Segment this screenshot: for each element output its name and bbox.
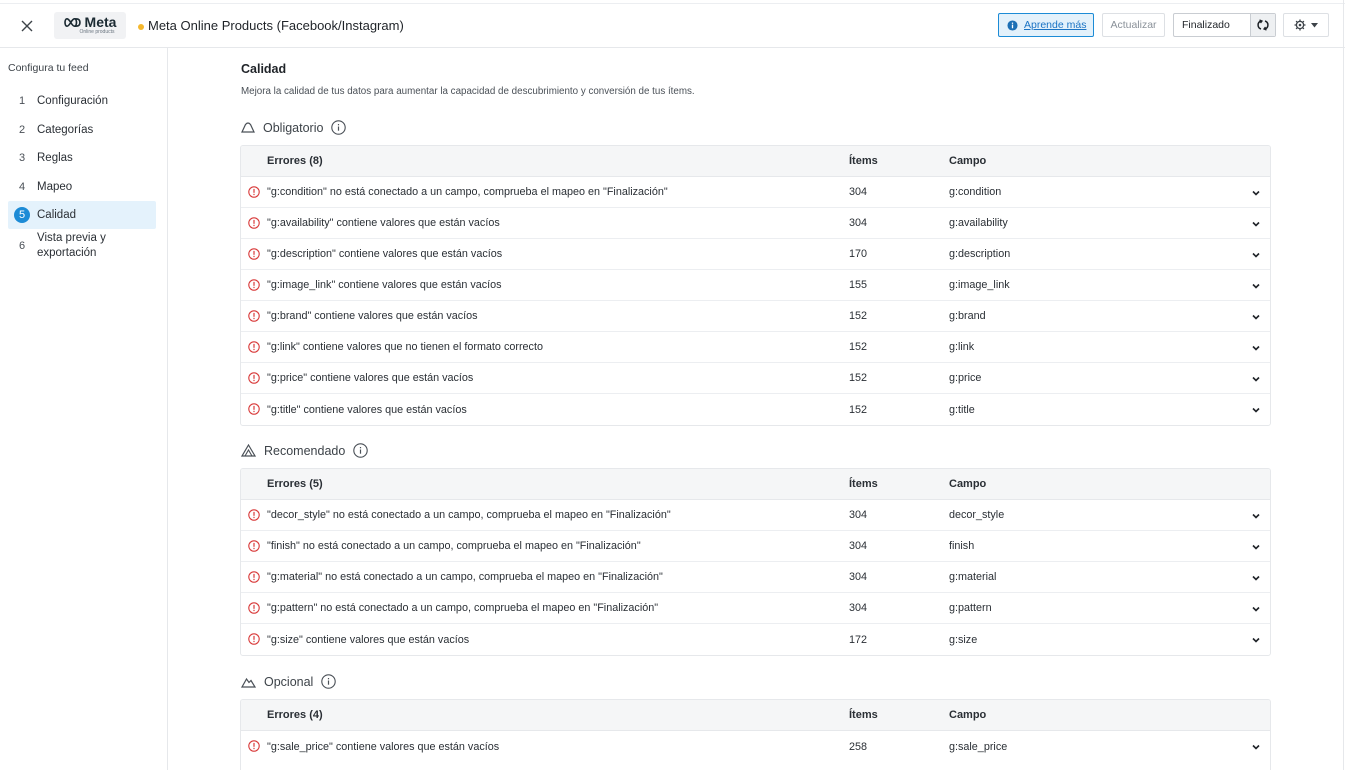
- step-label: Vista previa y exportación: [37, 232, 106, 259]
- errors-header: Errores (5): [267, 478, 323, 490]
- page-header-title: Meta Online Products (Facebook/Instagram): [148, 18, 404, 33]
- gear-icon: [1294, 19, 1306, 31]
- sidebar-item-reglas[interactable]: [8, 144, 156, 172]
- field-name: g:size: [949, 633, 978, 646]
- learn-more-button[interactable]: [998, 13, 1094, 37]
- step-number: 4: [18, 181, 26, 193]
- field-name: decor_style: [949, 509, 1005, 521]
- sidebar-item-vista-previa[interactable]: [8, 230, 156, 262]
- step-number: 1: [18, 95, 26, 107]
- error-message: "g:size" contiene valores que están vacíos: [267, 633, 470, 646]
- section-opcional: [241, 674, 336, 689]
- table-row[interactable]: [241, 332, 1270, 363]
- field-name: finish: [949, 540, 975, 552]
- info-icon: [1007, 20, 1018, 31]
- triangle-slope-icon: [241, 676, 256, 688]
- table-row[interactable]: [241, 239, 1270, 270]
- errors-table-obligatorio: [240, 145, 1271, 426]
- table-row[interactable]: [241, 624, 1270, 655]
- chevron-down-icon[interactable]: [1250, 187, 1262, 199]
- error-icon: [248, 602, 260, 614]
- error-message: "decor_style" no está conectado a un campo, comprueba el mapeo en "Finalización": [267, 509, 671, 521]
- field-name: g:title: [949, 403, 975, 416]
- item-count: 304: [849, 186, 868, 198]
- chevron-down-icon[interactable]: [1250, 572, 1262, 584]
- errors-table-recomendado: [240, 468, 1271, 656]
- close-button[interactable]: [17, 16, 37, 36]
- item-count: 304: [849, 571, 868, 583]
- field-name: g:brand: [949, 310, 986, 322]
- error-icon: [248, 633, 260, 645]
- chevron-down-icon[interactable]: [1250, 249, 1262, 261]
- field-name: g:description: [949, 248, 1011, 260]
- error-message: "g:material" no está conectado a un campo, comprueba el mapeo en "Finalización": [267, 571, 663, 583]
- table-row[interactable]: [241, 500, 1270, 531]
- field-name: g:sale_price: [949, 740, 1008, 753]
- error-message: "g:price" contiene valores que están vacíos: [267, 372, 474, 384]
- table-row[interactable]: [241, 593, 1270, 624]
- error-message: "g:sale_price" contiene valores que están vacíos: [267, 740, 500, 753]
- item-count: 172: [849, 633, 868, 646]
- errors-table-opcional: [240, 699, 1271, 770]
- app-header: [0, 5, 1345, 48]
- error-icon: [248, 186, 260, 198]
- step-number: 5: [14, 207, 30, 223]
- page-subtitle: Mejora la calidad de tus datos para aumentar la capacidad de descubrimiento y conversión de tus ítems.: [241, 86, 695, 97]
- step-number: 2: [18, 124, 26, 136]
- logo-subtext: Online products: [79, 29, 115, 35]
- section-label: Recomendado: [264, 443, 346, 458]
- update-button[interactable]: Actualizar: [1102, 13, 1165, 37]
- errors-header: Errores (8): [267, 155, 323, 167]
- error-icon: [248, 571, 260, 583]
- error-icon: [248, 217, 260, 229]
- table-row[interactable]: [241, 177, 1270, 208]
- sidebar-item-mapeo[interactable]: [8, 173, 156, 201]
- error-icon: [248, 540, 260, 552]
- close-icon: [21, 20, 33, 32]
- step-label: Calidad: [37, 208, 76, 221]
- learn-more-label: Aprende más: [1024, 19, 1087, 31]
- step-number: 6: [18, 240, 26, 252]
- sync-icon: [1257, 19, 1269, 31]
- item-count: 152: [849, 372, 868, 384]
- item-count: 155: [849, 279, 868, 291]
- section-label: Obligatorio: [263, 120, 324, 135]
- page-title: Calidad: [241, 62, 287, 76]
- table-row[interactable]: [241, 270, 1270, 301]
- field-name: g:pattern: [949, 602, 992, 614]
- field-name: g:material: [949, 571, 997, 583]
- right-divider: [1343, 0, 1344, 770]
- error-message: "finish" no está conectado a un campo, comprueba el mapeo en "Finalización": [267, 540, 641, 552]
- info-circle-icon[interactable]: [331, 120, 346, 135]
- items-header: Ítems: [849, 478, 878, 490]
- item-count: 152: [849, 403, 868, 416]
- sidebar-item-calidad[interactable]: [8, 201, 156, 229]
- step-label: Mapeo: [37, 180, 73, 193]
- error-icon: [248, 740, 260, 752]
- sync-button[interactable]: [1250, 14, 1275, 36]
- section-recomendado: [241, 443, 368, 458]
- item-count: 152: [849, 310, 868, 322]
- table-row[interactable]: [241, 531, 1270, 562]
- field-name: g:link: [949, 341, 975, 353]
- item-count: 258: [849, 740, 868, 753]
- step-label: Configuración: [37, 94, 108, 107]
- caret-down-icon: [1311, 23, 1318, 28]
- error-icon: [248, 279, 260, 291]
- table-row[interactable]: [241, 363, 1270, 394]
- table-row[interactable]: [241, 394, 1270, 425]
- table-header: [241, 469, 1270, 500]
- info-circle-icon[interactable]: [321, 674, 336, 689]
- error-icon: [248, 248, 260, 260]
- status-select[interactable]: [1173, 13, 1276, 37]
- chevron-down-icon[interactable]: [1250, 541, 1262, 553]
- sidebar-title: Configura tu feed: [8, 62, 89, 74]
- status-value: Finalizado: [1182, 19, 1230, 31]
- field-header: Campo: [949, 155, 987, 167]
- item-count: 304: [849, 509, 868, 521]
- step-label: Reglas: [37, 151, 73, 164]
- error-message: "g:condition" no está conectado a un campo, comprueba el mapeo en "Finalización": [267, 186, 668, 198]
- triangle-outline-icon: [241, 122, 255, 133]
- top-divider: [0, 0, 1345, 4]
- info-circle-icon[interactable]: [353, 443, 368, 458]
- status-dot: [138, 24, 144, 30]
- item-count: 152: [849, 341, 868, 353]
- section-label: Opcional: [264, 674, 314, 689]
- table-row[interactable]: [241, 562, 1270, 593]
- error-message: "g:image_link" contiene valores que están vacíos: [267, 279, 502, 291]
- items-header: Ítems: [849, 155, 878, 167]
- error-message: "g:pattern" no está conectado a un campo, comprueba el mapeo en "Finalización": [267, 602, 659, 614]
- field-name: g:price: [949, 372, 982, 384]
- field-header: Campo: [949, 709, 987, 721]
- sidebar: [0, 48, 168, 770]
- item-count: 170: [849, 248, 868, 260]
- item-count: 304: [849, 217, 868, 229]
- step-label: Categorías: [37, 123, 94, 136]
- chevron-down-icon[interactable]: [1250, 404, 1262, 416]
- meta-infinity-icon: [64, 17, 83, 28]
- chevron-down-icon[interactable]: [1250, 741, 1262, 753]
- chevron-down-icon[interactable]: [1250, 342, 1262, 354]
- chevron-down-icon[interactable]: [1250, 634, 1262, 646]
- section-obligatorio: [241, 120, 346, 135]
- sidebar-item-categorias[interactable]: [8, 116, 156, 144]
- chevron-down-icon[interactable]: [1250, 510, 1262, 522]
- item-count: 304: [849, 602, 868, 614]
- step-number: 3: [18, 152, 26, 164]
- items-header: Ítems: [849, 709, 878, 721]
- chevron-down-icon[interactable]: [1250, 373, 1262, 385]
- table-header: [241, 146, 1270, 177]
- errors-header: Errores (4): [267, 709, 323, 721]
- triangle-up-icon: [241, 444, 256, 457]
- table-row[interactable]: [241, 208, 1270, 239]
- sidebar-item-configuracion[interactable]: [8, 87, 156, 115]
- error-icon: [248, 341, 260, 353]
- error-icon: [248, 403, 260, 415]
- table-row[interactable]: [241, 731, 1270, 762]
- settings-dropdown[interactable]: [1283, 13, 1329, 37]
- error-message: "g:availability" contiene valores que están vacíos: [267, 217, 500, 229]
- table-row[interactable]: [241, 301, 1270, 332]
- logo-text: Meta: [84, 14, 117, 30]
- meta-logo: [54, 12, 126, 39]
- chevron-down-icon[interactable]: [1250, 603, 1262, 615]
- error-message: "g:title" contiene valores que están vacíos: [267, 403, 467, 416]
- chevron-down-icon[interactable]: [1250, 280, 1262, 292]
- item-count: 304: [849, 540, 868, 552]
- field-name: g:condition: [949, 186, 1002, 198]
- chevron-down-icon[interactable]: [1250, 218, 1262, 230]
- field-name: g:image_link: [949, 279, 1010, 291]
- error-message: "g:brand" contiene valores que están vacíos: [267, 310, 478, 322]
- table-header: [241, 700, 1270, 731]
- error-message: "g:link" contiene valores que no tienen el formato correcto: [267, 341, 543, 353]
- field-name: g:availability: [949, 217, 1008, 229]
- error-message: "g:description" contiene valores que están vacíos: [267, 248, 503, 260]
- error-icon: [248, 310, 260, 322]
- error-icon: [248, 372, 260, 384]
- chevron-down-icon[interactable]: [1250, 311, 1262, 323]
- field-header: Campo: [949, 478, 987, 490]
- error-icon: [248, 509, 260, 521]
